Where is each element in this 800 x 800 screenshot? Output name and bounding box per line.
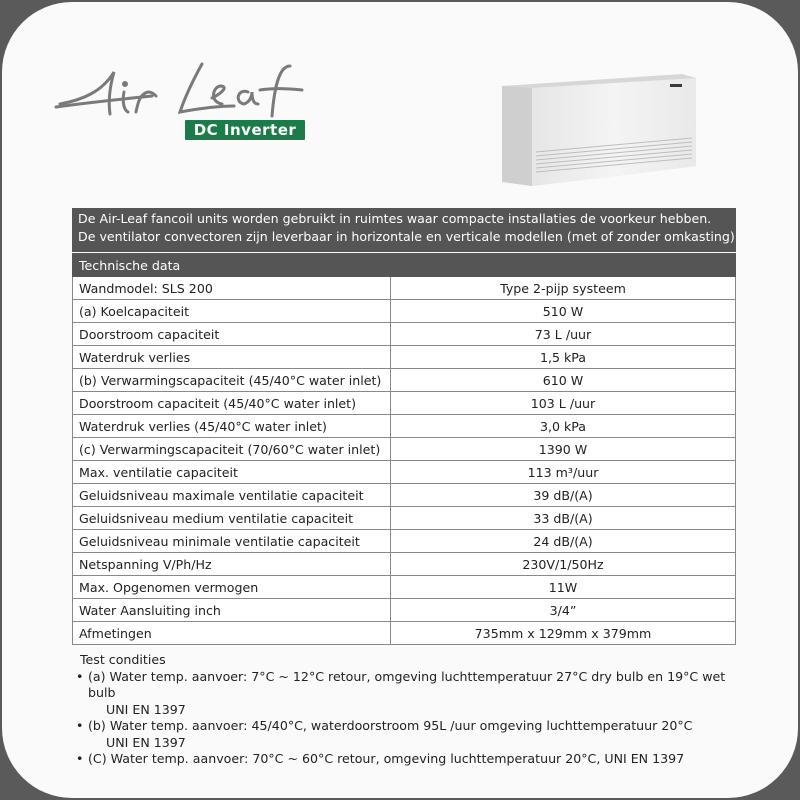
row-label: (c) Verwarmingscapaciteit (70/60°C water inlet) [73,438,391,461]
row-value: 33 dB/(A) [391,507,736,530]
row-label: Geluidsniveau minimale ventilatie capaciteit [73,530,391,553]
note-b-standard: UNI EN 1397 [106,734,186,750]
intro-line-1: De Air-Leaf fancoil units worden gebruikt in ruimtes waar compacte installaties de voorkeur hebben. [78,211,712,226]
fancoil-unit-image [492,70,707,190]
row-value: 735mm x 129mm x 379mm [391,622,736,645]
note-c: • (C) Water temp. aanvoer: 70°C ~ 60°C retour, omgeving luchttemperatuur 20°C, UNI EN 1397 [76,751,756,768]
row-value: 230V/1/50Hz [391,553,736,576]
table-row [73,484,736,507]
row-label: Netspanning V/Ph/Hz [73,553,391,576]
table-row [73,415,736,438]
note-b: • (b) Water temp. aanvoer: 45/40°C, waterdoorstroom 95L /uur omgeving luchttemperatuur 20°C [76,718,756,735]
row-value: 1390 W [391,438,736,461]
intro-text [72,208,739,252]
row-value: 113 m³/uur [391,461,736,484]
row-label: Waterdruk verlies [73,346,391,369]
row-label: Waterdruk verlies (45/40°C water inlet) [73,415,391,438]
row-label: Max. ventilatie capaciteit [73,461,391,484]
dc-inverter-badge: DC Inverter [185,120,305,140]
test-conditions [76,652,756,768]
table-row [73,438,736,461]
row-value: 39 dB/(A) [391,484,736,507]
table-row [73,622,736,645]
note-a: • (a) Water temp. aanvoer: 7°C ~ 12°C retour, omgeving luchttemperatuur 27°C dry bulb en 19°C wet bulb [76,669,756,702]
row-label: Doorstroom capaciteit (45/40°C water inlet) [73,392,391,415]
row-label: Doorstroom capaciteit [73,323,391,346]
row-label: (a) Koelcapaciteit [73,300,391,323]
row-value: 3,0 kPa [391,415,736,438]
table-row [73,300,736,323]
row-value: 610 W [391,369,736,392]
note-a-standard: UNI EN 1397 [106,701,186,717]
row-label: Max. Opgenomen vermogen [73,576,391,599]
table-row [73,530,736,553]
spec-table [72,253,736,645]
row-value: 3/4” [391,599,736,622]
row-label: Water Aansluiting inch [73,599,391,622]
row-value: 1,5 kPa [391,346,736,369]
row-value: 103 L /uur [391,392,736,415]
row-value: Type 2-pijp systeem [391,277,736,300]
table-row [73,277,736,300]
row-value: 73 L /uur [391,323,736,346]
table-header: Technische data [73,254,736,277]
table-row [73,507,736,530]
table-row [73,599,736,622]
row-label: (b) Verwarmingscapaciteit (45/40°C water inlet) [73,369,391,392]
table-row [73,553,736,576]
row-label: Afmetingen [73,622,391,645]
row-value: 510 W [391,300,736,323]
intro-line-2: De ventilator convectoren zijn leverbaar in horizontale en verticale modellen (met of zonder omkasting). [78,229,739,244]
spec-card [2,2,798,798]
table-row [73,369,736,392]
notes-title: Test condities [80,652,166,667]
table-row [73,576,736,599]
row-label: Geluidsniveau maximale ventilatie capaciteit [73,484,391,507]
table-row [73,323,736,346]
row-label: Wandmodel: SLS 200 [73,277,391,300]
table-row [73,461,736,484]
row-label: Geluidsniveau medium ventilatie capaciteit [73,507,391,530]
row-value: 24 dB/(A) [391,530,736,553]
table-row [73,346,736,369]
table-row [73,392,736,415]
row-value: 11W [391,576,736,599]
